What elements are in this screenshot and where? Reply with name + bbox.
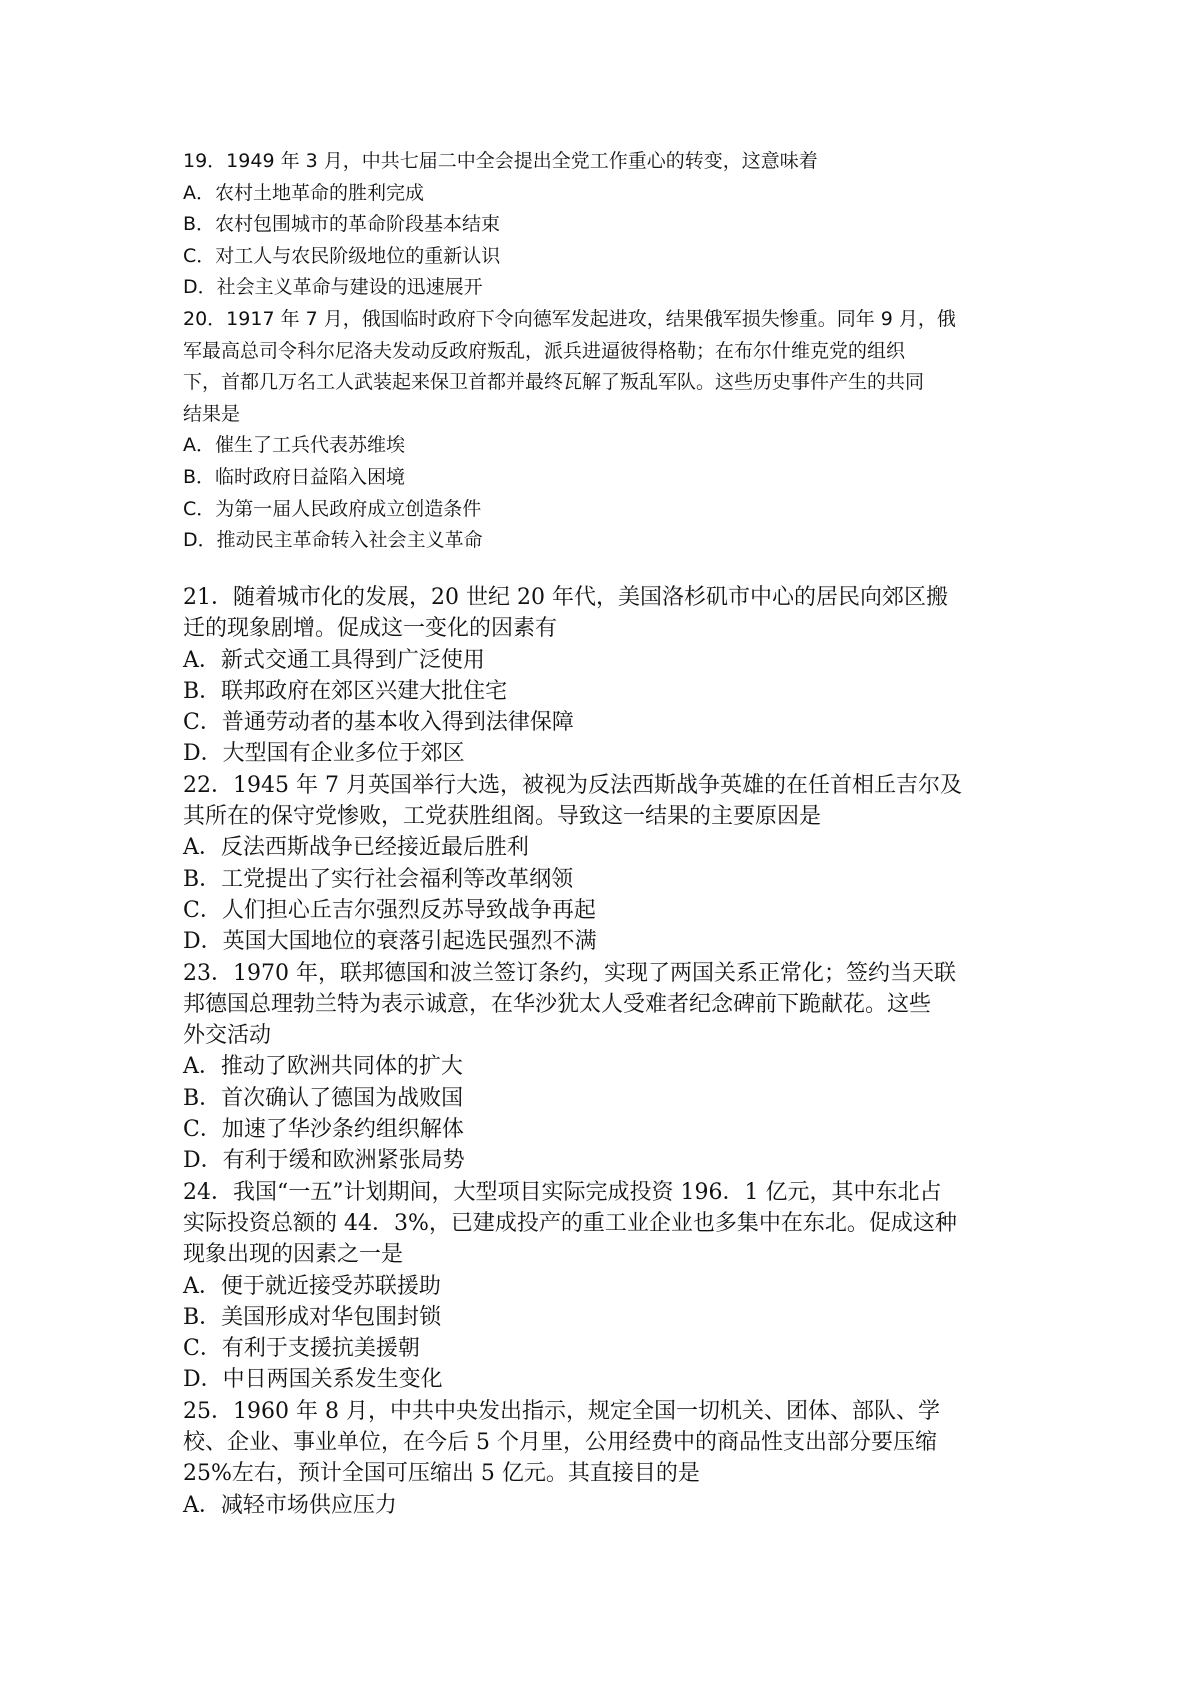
questions-21-25 xyxy=(183,582,1023,1521)
question-20-option-d: D．推动民主革命转入社会主义革命 xyxy=(183,529,483,552)
question-21-option-d: D．大型国有企业多位于郊区 xyxy=(183,741,465,767)
question-24-option-c: C．有利于支援抗美援朝 xyxy=(183,1336,420,1362)
question-20-option-b: B．临时政府日益陷入困境 xyxy=(183,465,406,488)
question-25-stem-line: 25%左右，预计全国可压缩出 5 亿元。其直接目的是 xyxy=(183,1461,700,1487)
question-21-stem-line: 迁的现象剧增。促成这一变化的因素有 xyxy=(183,616,558,642)
question-21-option-c: C．普通劳动者的基本收入得到法律保障 xyxy=(183,710,574,736)
question-22-option-b: B．工党提出了实行社会福利等改革纲领 xyxy=(183,866,574,892)
question-23-option-a: A．推动了欧洲共同体的扩大 xyxy=(183,1054,463,1080)
question-25-stem-line: 25．1960 年 8 月，中共中央发出指示，规定全国一切机关、团体、部队、学 xyxy=(183,1398,940,1424)
questions-19-20 xyxy=(183,146,1023,557)
question-19-stem: 19．1949 年 3 月，中共七届二中全会提出全党工作重心的转变，这意味着 xyxy=(183,150,818,172)
question-22-stem-line: 22．1945 年 7 月英国举行大选，被视为反法西斯战争英雄的在任首相丘吉尔及 xyxy=(183,772,962,798)
question-24-stem-line: 实际投资总额的 44．3%，已建成投产的重工业企业也多集中在东北。促成这种 xyxy=(183,1210,957,1236)
question-20-option-a: A．催生了工兵代表苏维埃 xyxy=(183,434,405,457)
question-19-option-b: B．农村包围城市的革命阶段基本结束 xyxy=(183,213,501,236)
question-24-stem-line: 24．我国“一五”计划期间，大型项目实际完成投资 196．1 亿元，其中东北占 xyxy=(183,1179,942,1205)
question-23-option-d: D．有利于缓和欧洲紧张局势 xyxy=(183,1148,465,1174)
question-22-option-c: C．人们担心丘吉尔强烈反苏导致战争再起 xyxy=(183,897,596,923)
question-25-option-a: A．减轻市场供应压力 xyxy=(183,1492,397,1518)
question-20-option-c: C．为第一届人民政府成立创造条件 xyxy=(183,497,482,520)
question-20-stem-line: 军最高总司令科尔尼洛夫发动反政府叛乱，派兵进逼彼得格勒；在布尔什维克党的组织 xyxy=(183,339,906,362)
question-25-stem-line: 校、企业、事业单位，在今后 5 个月里，公用经费中的商品性支出部分要压缩 xyxy=(183,1430,937,1456)
question-22-option-d: D．英国大国地位的衰落引起选民强烈不满 xyxy=(183,929,597,955)
question-19-option-a: A．农村土地革命的胜利完成 xyxy=(183,181,424,204)
question-23-stem-line: 23．1970 年，联邦德国和波兰签订条约，实现了两国关系正常化；签约当天联 xyxy=(183,960,956,986)
question-20-stem-line: 20．1917 年 7 月，俄国临时政府下令向德军发起进攻，结果俄军损失惨重。同年 9 月，俄 xyxy=(183,307,956,330)
question-21-option-b: B．联邦政府在郊区兴建大批住宅 xyxy=(183,678,508,704)
question-22-option-a: A．反法西斯战争已经接近最后胜利 xyxy=(183,835,529,861)
question-20-stem-line: 结果是 xyxy=(183,402,241,425)
question-23-option-c: C．加速了华沙条约组织解体 xyxy=(183,1117,464,1143)
question-22-stem-line: 其所在的保守党惨败，工党获胜组阁。导致这一结果的主要原因是 xyxy=(183,804,822,830)
question-23-stem-line: 外交活动 xyxy=(183,1023,272,1049)
question-20-stem-line: 下，首都几万名工人武装起来保卫首都并最终瓦解了叛乱军队。这些历史事件产生的共同 xyxy=(183,371,925,394)
question-24-option-d: D．中日两国关系发生变化 xyxy=(183,1367,443,1393)
question-19-option-c: C．对工人与农民阶级地位的重新认识 xyxy=(183,244,501,267)
question-23-stem-line: 邦德国总理勃兰特为表示诚意，在华沙犹太人受难者纪念碑前下跪献花。这些 xyxy=(183,991,932,1017)
question-21-stem-line: 21．随着城市化的发展，20 世纪 20 年代，美国洛杉矶市中心的居民向郊区搬 xyxy=(183,585,948,610)
question-23-option-b: B．首次确认了德国为战败国 xyxy=(183,1085,464,1111)
question-24-option-b: B．美国形成对华包围封锁 xyxy=(183,1304,442,1330)
question-19-option-d: D．社会主义革命与建设的迅速展开 xyxy=(183,276,483,299)
question-24-stem-line: 现象出现的因素之一是 xyxy=(183,1242,404,1268)
question-24-option-a: A．便于就近接受苏联援助 xyxy=(183,1273,441,1299)
question-21-option-a: A．新式交通工具得到广泛使用 xyxy=(183,647,485,673)
